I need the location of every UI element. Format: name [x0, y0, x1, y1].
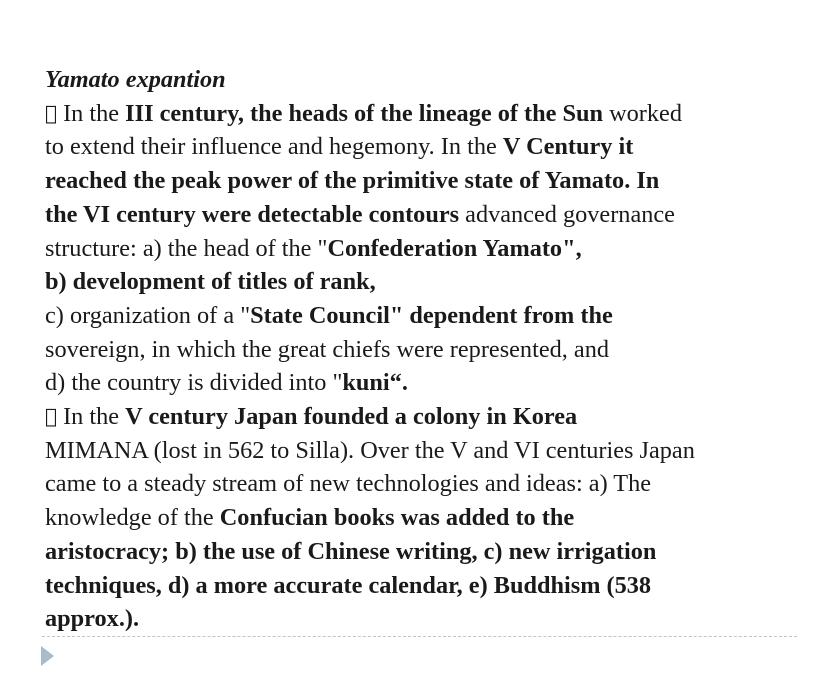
text-line — [45, 232, 805, 266]
text-line — [45, 366, 805, 400]
text: sovereign, in which the great chiefs were represented, and — [45, 335, 609, 363]
bold-text: III century, the heads of the lineage of the Sun — [113, 99, 592, 127]
bold-text: the VI century were detectable contours — [45, 200, 460, 228]
text-line — [45, 198, 805, 232]
bold-text: V century Japan founded a colony in Korea — [113, 403, 566, 431]
text: knowledge of the — [45, 504, 220, 532]
text-line — [45, 299, 805, 333]
text: advanced governance — [459, 200, 675, 228]
bold-text: aristocracy; b) the use of Chinese writing, c) new irrigation — [45, 537, 657, 565]
text: worked — [591, 99, 670, 127]
text-line — [45, 602, 805, 636]
text-line — [45, 333, 805, 367]
bold-text: Confucian books was added to the — [219, 504, 575, 532]
text-line — [45, 535, 805, 569]
text: came to a steady stream of new technologies and ideas: a) The — [45, 470, 652, 498]
text-line — [45, 569, 805, 603]
text: structure: a) the head of the " — [45, 234, 328, 262]
text: In the — [45, 403, 114, 431]
footer-divider — [42, 636, 797, 637]
bold-text: approx.). — [45, 605, 140, 633]
text-line — [45, 164, 805, 198]
text-line — [45, 97, 805, 131]
slide-title: Yamato expantion — [45, 66, 226, 93]
text-line — [45, 130, 805, 164]
bullet-icon — [45, 103, 57, 123]
bold-text: V Century it — [502, 133, 634, 161]
text-line — [45, 501, 805, 535]
triangle-right-icon — [41, 646, 54, 666]
text-line — [45, 265, 805, 299]
bold-text: kuni“. — [342, 369, 408, 397]
bold-text: techniques, d) a more accurate calendar, e) Buddhism (538 — [45, 571, 652, 599]
bold-text: reached the peak power of the primitive state of Yamato. In — [45, 167, 660, 195]
text: In the — [45, 99, 114, 127]
text-line — [45, 434, 805, 468]
bullet-icon — [45, 406, 57, 426]
bold-text: Confederation Yamato", — [327, 234, 582, 262]
body-text — [45, 97, 805, 636]
text-line — [45, 400, 805, 434]
text: to extend their influence and hegemony. In the — [45, 133, 503, 161]
bold-text: b) development of titles of rank, — [45, 268, 376, 296]
slide-body — [45, 63, 805, 636]
text: MIMANA (lost in 562 to Silla). Over the V and VI centuries Japan — [45, 436, 695, 464]
text-line — [45, 467, 805, 501]
bold-text: State Council" dependent from the — [250, 301, 613, 329]
text: d) the country is divided into " — [45, 369, 343, 397]
text: c) organization of a " — [45, 301, 251, 329]
